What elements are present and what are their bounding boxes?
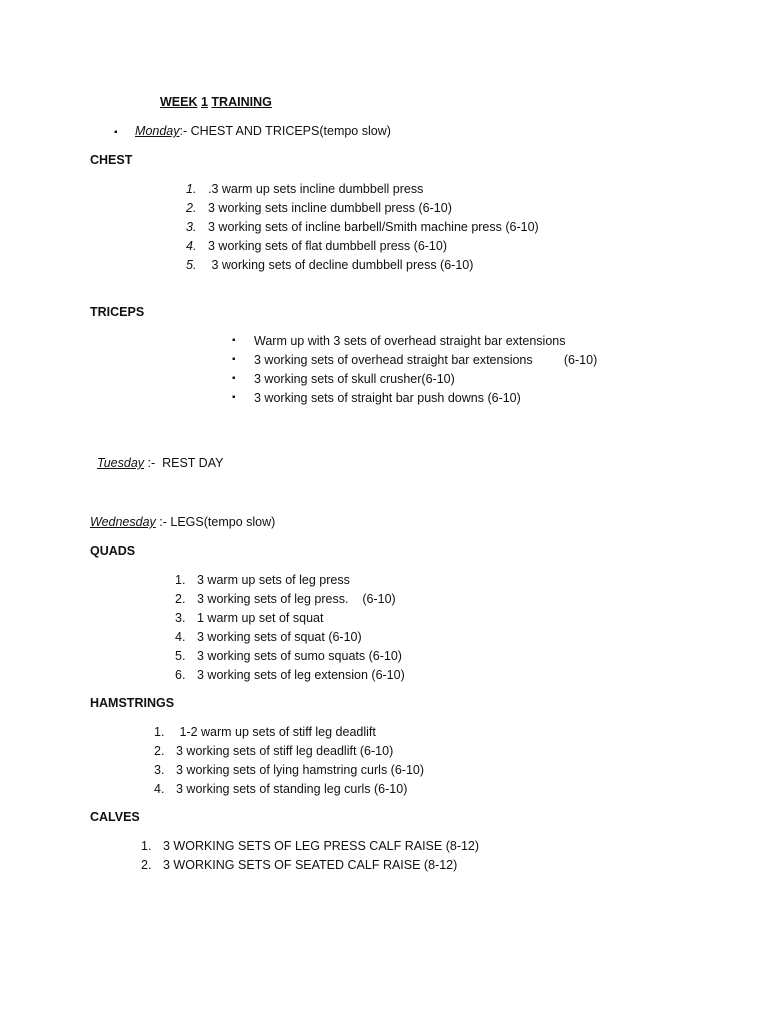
list-item: 1. 3 warm up sets of leg press bbox=[175, 573, 350, 587]
list-item: 2. 3 WORKING SETS OF SEATED CALF RAISE (8-12) bbox=[141, 858, 458, 872]
hamstrings-heading: HAMSTRINGS bbox=[90, 696, 175, 710]
tuesday-day: Tuesday bbox=[97, 456, 145, 470]
chest-list bbox=[186, 181, 539, 276]
triceps-list bbox=[232, 333, 597, 409]
list-item: 2. 3 working sets incline dumbbell press (6-10) bbox=[186, 201, 452, 215]
list-item: 2. 3 working sets of stiff leg deadlift (6-10) bbox=[154, 744, 394, 758]
list-item: 4. 3 working sets of standing leg curls (6-10) bbox=[154, 782, 408, 796]
list-item: ▪ 3 working sets of skull crusher(6-10) bbox=[232, 372, 455, 386]
list-item: ▪ Warm up with 3 sets of overhead straight bar extensions bbox=[232, 334, 566, 348]
bullet-icon: ▪ bbox=[232, 392, 236, 403]
list-item: 1. 3 WORKING SETS OF LEG PRESS CALF RAISE (8-12) bbox=[141, 839, 480, 853]
list-item: 5. 3 working sets of decline dumbbell press (6-10) bbox=[186, 258, 474, 272]
list-item: 3. 1 warm up set of squat bbox=[175, 611, 324, 625]
title-word-training: TRAINING bbox=[211, 95, 272, 109]
calves-list bbox=[141, 838, 479, 876]
hamstrings-list bbox=[154, 724, 424, 800]
wednesday-description: :- LEGS(tempo slow) bbox=[159, 515, 276, 529]
list-item: ▪ 3 working sets of overhead straight bar extensions (6-10) bbox=[232, 353, 598, 367]
list-item: ▪ 3 working sets of straight bar push downs (6-10) bbox=[232, 391, 521, 405]
list-item: 5. 3 working sets of sumo squats (6-10) bbox=[175, 649, 402, 663]
title-word-week: WEEK bbox=[160, 95, 198, 109]
monday-day: Monday bbox=[135, 124, 180, 138]
calves-heading: CALVES bbox=[90, 810, 140, 824]
bullet-icon: ▪ bbox=[232, 335, 236, 346]
monday-line bbox=[114, 123, 391, 141]
bullet-icon: ▪ bbox=[232, 373, 236, 384]
triceps-heading: TRICEPS bbox=[90, 305, 145, 319]
bullet-icon: ▪ bbox=[232, 354, 236, 365]
list-item: 6. 3 working sets of leg extension (6-10) bbox=[175, 668, 405, 682]
tuesday-line bbox=[97, 455, 223, 471]
title-word-number: 1 bbox=[200, 95, 208, 109]
quads-list bbox=[175, 572, 405, 686]
wednesday-line bbox=[90, 514, 275, 530]
page-title bbox=[160, 94, 272, 110]
list-item: 3. 3 working sets of incline barbell/Smith machine press (6-10) bbox=[186, 220, 539, 234]
tuesday-description: :- REST DAY bbox=[147, 456, 224, 470]
list-item: 1. 1-2 warm up sets of stiff leg deadlift bbox=[154, 725, 376, 739]
bullet-icon: ▪ bbox=[114, 127, 118, 138]
monday-description: :- CHEST AND TRICEPS(tempo slow) bbox=[179, 124, 391, 138]
list-item: 1. .3 warm up sets incline dumbbell press bbox=[186, 182, 424, 196]
list-item: 4. 3 working sets of squat (6-10) bbox=[175, 630, 362, 644]
list-item: 2. 3 working sets of leg press. (6-10) bbox=[175, 592, 396, 606]
wednesday-day: Wednesday bbox=[90, 515, 156, 529]
list-item: 4. 3 working sets of flat dumbbell press (6-10) bbox=[186, 239, 447, 253]
chest-heading: CHEST bbox=[90, 153, 133, 167]
list-item: 3. 3 working sets of lying hamstring curls (6-10) bbox=[154, 763, 425, 777]
quads-heading: QUADS bbox=[90, 544, 136, 558]
